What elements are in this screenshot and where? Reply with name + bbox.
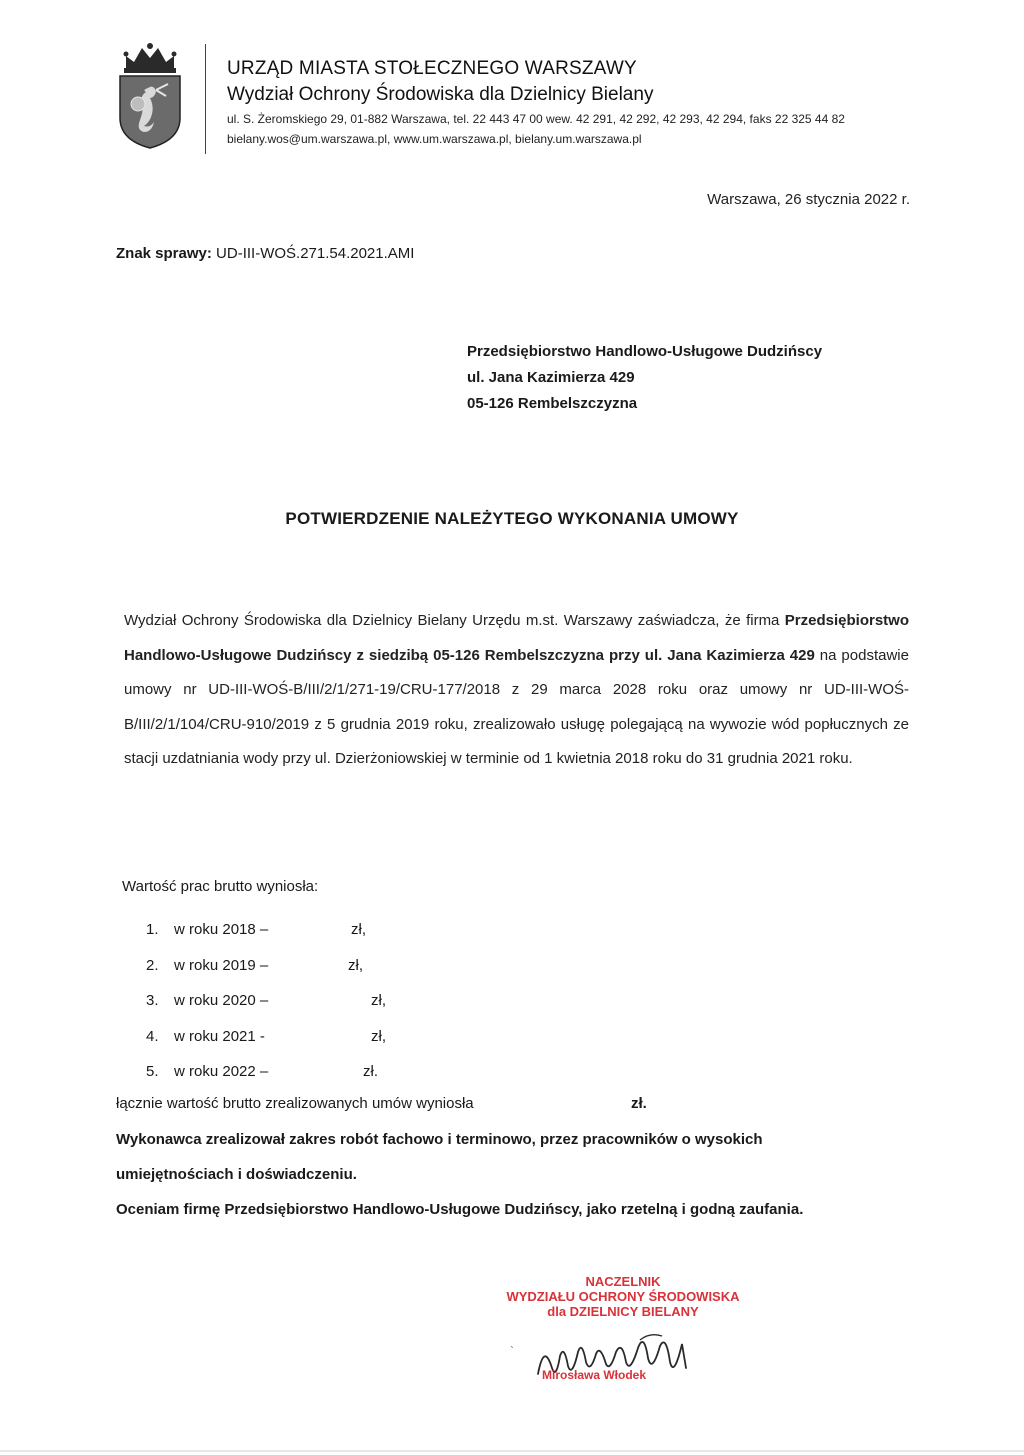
- list-item-currency: zł,: [371, 992, 386, 1009]
- list-item-number: 3.: [146, 992, 159, 1009]
- list-item-label: w roku 2019 –: [174, 956, 269, 974]
- list-item: [146, 983, 386, 1019]
- total-label: łącznie wartość brutto zrealizowanych umów wyniosła: [116, 1095, 474, 1112]
- list-item: [146, 1019, 386, 1055]
- list-item: [146, 1054, 378, 1090]
- list-item-currency: zł,: [348, 956, 363, 974]
- recipient-address: [467, 339, 822, 417]
- list-item-number: 4.: [146, 1027, 159, 1045]
- body-paragraph: [124, 604, 909, 777]
- list-item-label: w roku 2022 –: [174, 1063, 269, 1080]
- list-item-number: 2.: [146, 956, 159, 974]
- list-item-currency: zł,: [371, 1027, 386, 1045]
- list-item-currency: zł.: [363, 1063, 378, 1080]
- statement-quality: Wykonawca zrealizował zakres robót fachowo i terminowo, przez pracowników o wysokich: [116, 1131, 763, 1148]
- warsaw-coat-of-arms-icon: [112, 38, 188, 150]
- stamp-mark: `: [510, 1344, 514, 1358]
- case-reference-label: Znak sprawy:: [116, 245, 212, 262]
- list-item-number: 1.: [146, 921, 159, 938]
- case-reference: [116, 245, 414, 262]
- stamp-line-district: dla DZIELNICY BIELANY: [547, 1304, 699, 1319]
- recipient-name: Przedsiębiorstwo Handlowo-Usługowe Dudzińscy: [467, 343, 823, 360]
- body-text-intro: Wydział Ochrony Środowiska dla Dzielnicy Bielany Urzędu m.st. Warszawy zaświadcza, że firma: [124, 612, 785, 629]
- department-name: Wydział Ochrony Środowiska dla Dzielnicy Bielany: [227, 84, 654, 105]
- list-item-label: w roku 2021 -: [174, 1027, 265, 1045]
- signatory-name: Mirosława Włodek: [542, 1368, 647, 1382]
- list-item-currency: zł,: [351, 921, 366, 938]
- case-reference-value: UD-III-WOŚ.271.54.2021.AMI: [216, 245, 415, 262]
- total-value: [116, 1095, 647, 1112]
- recipient-city: 05-126 Rembelszczyzna: [467, 395, 638, 412]
- body-text-contracts: na podstawie umowy nr UD-III-WOŚ-B/III/2/1/271-19/CRU-177/2018 z 29 marca 2028 roku oraz umowy nr UD-III-WOŚ-B/III/2/1/104/CRU-910/2019 z 5 grudnia 2019 roku, zrealizowało usługę polegającą na wywozie wód popłucznych ze stacji uzdatniania wody przy ul. Dzierżoniowskiej w terminie od 1 kwietnia 2018 roku do 31 grudnia 2021 roku.: [124, 646, 909, 767]
- statement-rating: Oceniam firmę Przedsiębiorstwo Handlowo-Usługowe Dudzińscy, jako rzetelną i godną zaufania.: [116, 1201, 804, 1218]
- recipient-street: ul. Jana Kazimierza 429: [467, 369, 635, 386]
- official-stamp: [478, 1274, 768, 1319]
- statement-skills: umiejętnościach i doświadczeniu.: [116, 1166, 357, 1183]
- body-company-bold: Przedsiębiorstwo Handlowo-Usługowe Dudzińscy z siedzibą 05-126 Rembelszczyzna przy ul. Jana Kazimierza 429: [124, 612, 909, 664]
- list-item: [146, 948, 363, 984]
- page-edge: [0, 1450, 1024, 1452]
- header-divider: [205, 44, 206, 154]
- values-label: Wartość prac brutto wyniosła:: [122, 878, 319, 895]
- list-item: [146, 912, 366, 948]
- values-list: [146, 912, 386, 1090]
- office-name: URZĄD MIASTA STOŁECZNEGO WARSZAWY: [227, 58, 637, 79]
- letter-date: Warszawa, 26 stycznia 2022 r.: [707, 191, 910, 208]
- stamp-line-title: NACZELNIK: [585, 1274, 661, 1289]
- document-title: POTWIERDZENIE NALEŻYTEGO WYKONANIA UMOWY: [285, 509, 739, 528]
- stamp-line-department: WYDZIAŁU OCHRONY ŚRODOWISKA: [506, 1289, 740, 1304]
- address-line: ul. S. Żeromskiego 29, 01-882 Warszawa, tel. 22 443 47 00 wew. 42 291, 42 292, 42 293, 42 294, faks 22 325 44 82: [227, 112, 845, 126]
- list-item-label: w roku 2018 –: [174, 921, 269, 938]
- list-item-number: 5.: [146, 1063, 159, 1080]
- list-item-label: w roku 2020 –: [174, 992, 269, 1009]
- contact-line: bielany.wos@um.warszawa.pl, www.um.warszawa.pl, bielany.um.warszawa.pl: [227, 132, 642, 146]
- total-currency: zł.: [631, 1095, 647, 1112]
